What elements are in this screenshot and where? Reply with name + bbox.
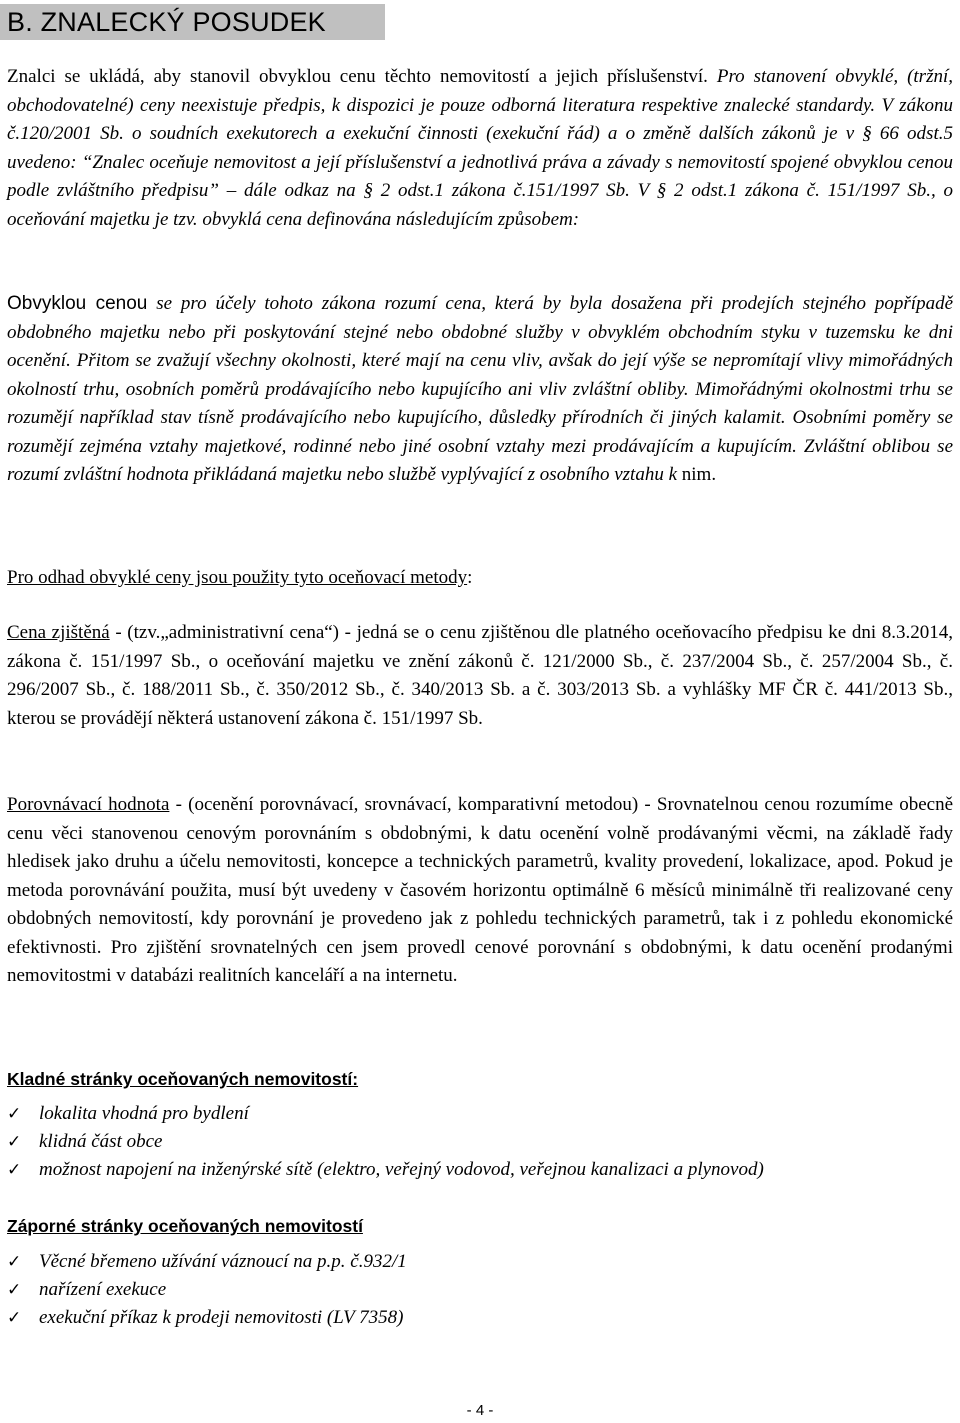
definition-tail: nim. [677,464,717,485]
check-icon: ✓ [7,1308,22,1328]
list-item-text: lokalita vhodná pro bydlení [39,1103,249,1124]
intro-sentence-2: Pro stanovení obvyklé, (tržní, obchodovatelné) ceny neexistuje předpis, k dispozici je pouze odborná literatura respektive znalecké standardy. V zákonu č.120/2001 Sb. [7,66,953,144]
list-item [7,1304,407,1332]
check-icon: ✓ [7,1132,22,1152]
page-number: - 4 - [466,1402,494,1419]
list-item [7,1156,764,1184]
list-item [7,1100,764,1128]
positives-title: Kladné stránky oceňovaných nemovitostí: [7,1069,359,1089]
porovnavaci-text: - (ocenění porovnávací, srovnávací, komparativní metodou) - Srovnatelnou cenou rozumíme obecně cenu věci stanovenou cenovým porovnáním s obdobnými, k datu ocenění volně prodávanými věcmi, na základě řady hledisek jako druhu a účelu nemovitosti, koncepce a technických parametrů, kvality provedení, lokalizace, apod. Pokud je metoda porovnávání použita, musí být uvedeny v časovém horizontu optimálně 6 měsíců minimálně tři realizované ceny obdobných nemovitostí, kdy porovnání je provedeno jak z pohledu technických parametrů, tak i z pohledu ekonomické efektivnosti. Pro zjištění srovnatelných cen jsem provedl cenové porovnání s obdobnými, k datu ocenění prodanými nemovitostmi v databázi realitních kanceláří a na internetu. [7,794,954,986]
positives-list [7,1100,764,1184]
negatives-list [7,1248,407,1332]
list-item-text: možnost napojení na inženýrské sítě (elektro, veřejný vodovod, veřejnou kanalizaci a plynovod) [39,1159,764,1180]
intro-sentence-4: obvyklá cena definována následujícím způsobem: [197,208,580,230]
check-icon: ✓ [7,1160,22,1180]
cena-text: - (tzv.„administrativní cena“) - jedná se o cenu zjištěnou dle platného oceňovacího předpisu ke dni 8.3.2014, zákona č. 151/1997 Sb., o oceňování majetku ve znění zákonů č. 121/2000 Sb., č. 237/2004 Sb., č. 257/2004 Sb., č. 296/2007 Sb., č. 188/2011 Sb., č. 350/2012 Sb., č. 340/2013 Sb. a č. 303/2013 Sb. a vyhlášky MF ČR č. 441/2013 Sb., kterou se provádějí některá ustanovení zákona č. 151/1997 Sb. [7,622,953,729]
list-item-text: klidná část obce [39,1131,163,1152]
methods-title: Pro odhad obvyklé ceny jsou použity tyto oceňovací metody [7,567,468,588]
check-icon: ✓ [7,1280,22,1300]
definition-term: Obvyklou cenou [7,293,148,314]
list-item-text: nařízení exekuce [39,1279,167,1300]
negatives-title: Záporné stránky oceňovaných nemovitostí [7,1216,363,1236]
methods-colon: : [467,567,473,588]
definition-paragraph [7,290,953,490]
section-heading: B. ZNALECKÝ POSUDEK [0,4,385,40]
list-item-text: Věcné břemeno užívání váznoucí na p.p. č.932/1 [39,1251,407,1272]
intro-sentence-3: o soudních exekutorech a exekuční činnosti (exekuční řád) a o změně dalších zákonů je v § 66 odst.5 uvedeno: “Znalec oceňuje nemovitost a její příslušenství a jednotlivá práva a závady s nemovitostí spojené obvyklou cenou podle zvláštního předpisu” – dále odkaz na § 2 odst.1 zákona č.151/1997 Sb. V § 2 odst.1 zákona č. 151/1997 Sb., o oceňování majetku je tzv. [7,123,953,230]
list-item-text: exekuční příkaz k prodeji nemovitosti (LV 7358) [39,1307,404,1328]
list-item [7,1248,407,1276]
intro-sentence-1: Znalci se ukládá, aby stanovil obvyklou cenu těchto nemovitostí a jejich příslušenství. [7,66,708,87]
check-icon: ✓ [7,1104,22,1124]
methods-heading [7,564,953,593]
list-item [7,1128,764,1156]
definition-text: se pro účely tohoto zákona rozumí cena, která by byla dosažena při prodejích stejného popřípadě obdobného majetku nebo při poskytování stejné nebo obdobné služby v obvyklém obchodním styku v tuzemsku ke dni ocenění. Přitom se zvažují všechny okolnosti, které mají na cenu vliv, avšak do její výše se nepromítají vlivy mimořádných okolností trhu, osobních poměrů prodávajícího nebo kupujícího ani vliv zvláštní obliby. Mimořádnými okolnostmi trhu se rozumějí například stav tísně prodávajícího nebo kupujícího, důsledky přírodních či jiných kalamit. Osobními poměry se rozumějí zejména vztahy majetkové, rodinné nebo jiné osobní vztahy mezi prodávajícím a kupujícím. Zvláštní oblibou se rozumí zvláštní hodnota přikládaná majetku nebo službě vyplývající z osobního vztahu k [7,293,953,485]
cena-paragraph [7,619,953,733]
porovnavaci-term: Porovnávací hodnota [7,794,170,815]
list-item [7,1276,407,1304]
check-icon: ✓ [7,1252,22,1272]
intro-paragraph [7,63,953,234]
porovnavaci-paragraph [7,791,953,991]
cena-term: Cena zjištěná [7,622,110,643]
